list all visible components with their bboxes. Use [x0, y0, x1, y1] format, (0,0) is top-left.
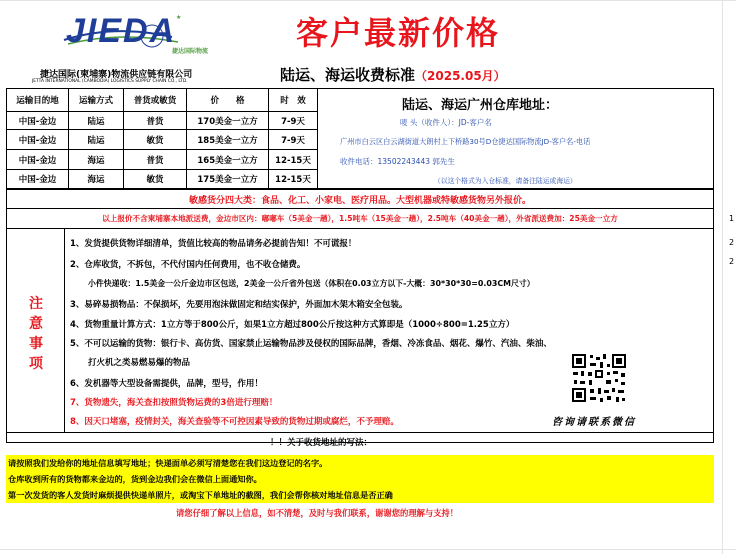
note-3: 3、易碎易损物品：不保损坏，先要用泡沫做固定和结实保护，外面加木架木箱安全包装。 — [70, 300, 408, 310]
warehouse-phone: 收件电话：13502243443 郭先生 — [340, 157, 455, 166]
sheet-gridline — [0, 549, 736, 550]
note-5: 5、不可以运输的货物：银行卡、高仿货、国家禁止运输物品涉及侵权的国际品牌，香烟、冷冻食品、烟花、爆竹、汽油、柴油、 — [70, 339, 552, 349]
cell-timing: 7-9天 — [268, 111, 318, 130]
subtitle-main: 陆运、海运收费标准 — [280, 66, 416, 84]
cell-method: 海运 — [68, 169, 124, 189]
note-2: 2、仓库收货，不拆包，不代付国内任何费用，也不收仓储费。 — [70, 260, 306, 270]
note-express: 小件快递收：1.5美金一公斤金边市区包送，2美金一公斤省外包送（体积在0.03立方以下-大概：30*30*30=0.03CM尺寸） — [88, 279, 535, 288]
warehouse-format-note: （以这个格式为入仓标准，请备注陆运或海运） — [434, 177, 577, 185]
svg-text:★: ★ — [176, 14, 182, 21]
closing-message: 请您仔细了解以上信息，如不清楚，及时与我们联系，谢谢您的理解与支持！ — [176, 508, 459, 518]
wechat-qr-code — [570, 352, 628, 404]
cell-goods-type: 普货 — [123, 149, 187, 170]
qr-code-icon — [570, 352, 628, 404]
company-logo — [32, 6, 235, 84]
cell-method: 陆运 — [68, 129, 124, 150]
instruction-line-3: 第一次发货的客人发货时麻烦提供快递单照片，或淘宝下单地址的截图，我们会帮你核对地址信息是否正确 — [8, 490, 393, 500]
margin-number: 2 — [729, 257, 735, 266]
page-title: 客户最新价格 — [296, 14, 501, 52]
note-5-cont: 打火机之类易燃易爆的物品 — [88, 358, 191, 368]
note-8: 8、因天口堵塞，疫情封关，海关查验等不可控因素导致的货物过期或腐烂，不予理赔。 — [70, 417, 399, 427]
th-destination: 运输目的地 — [6, 88, 69, 112]
logo-cn-small: 捷达国际物流 — [172, 48, 209, 55]
note-4: 4、货物重量计算方式：1立方等于800公斤，如果1立方超过800公斤按这种方式算即是（1000÷800=1.25立方） — [70, 320, 515, 330]
warehouse-address — [317, 88, 714, 189]
subtitle — [280, 64, 506, 85]
note-6: 6、发机器等大型设备需提供，品牌，型号，作用！ — [70, 379, 263, 389]
warehouse-receiver: 唛 头（收件人）：JD-客户名 — [400, 118, 492, 127]
th-method: 运输方式 — [68, 88, 124, 112]
cell-price: 170美金一立方 — [186, 111, 269, 130]
cell-goods-type: 敏货 — [123, 129, 187, 150]
cell-goods-type: 敏货 — [123, 169, 187, 189]
sensitive-goods-note: 敏感货分四大类：食品、化工、小家电、医疗用品。大型机器或特敏感货物另外报价。 — [6, 189, 714, 209]
cell-destination: 中国-金边 — [6, 129, 69, 150]
instruction-line-1: 请按照我们发给你的地址信息填写地址；快递面单必须写清楚您在我们这边登记的名字。 — [8, 458, 328, 468]
th-price: 价 格 — [186, 88, 269, 112]
cell-price: 165美金一立方 — [186, 149, 269, 170]
warehouse-title: 陆运、海运广州仓库地址： — [402, 98, 559, 113]
sheet-gridline — [722, 0, 723, 554]
cell-goods-type: 普货 — [123, 111, 187, 130]
cell-price: 185美金一立方 — [186, 129, 269, 150]
th-goods-type: 普货或敏货 — [123, 88, 187, 112]
cell-timing: 12-15天 — [268, 149, 318, 170]
cell-method: 海运 — [68, 149, 124, 170]
subtitle-date: （2025.05月） — [415, 69, 506, 83]
note-7: 7、货物遗失，海关查扣按照货物运费的3倍进行理赔！ — [70, 398, 278, 408]
th-timing: 时 效 — [268, 88, 318, 112]
company-name-cn: 捷达国际(柬埔寨)物流供应链有限公司 — [40, 70, 193, 80]
cell-timing: 12-15天 — [268, 169, 318, 189]
cell-method: 陆运 — [68, 111, 124, 130]
cell-timing: 7-9天 — [268, 129, 318, 150]
cell-destination: 中国-金边 — [6, 111, 69, 130]
warehouse-street: 广州市白云区白云湖街道大朗村上下桥路30号D仓捷达国际物流JD-客户名-电话 — [340, 137, 591, 146]
margin-number: 1 — [729, 214, 735, 223]
company-name-en: JETTA INTERNATIONAL (CAMBODIA) LOGISTICS SUPPLY CHAIN CO., LTD. — [32, 79, 188, 84]
cell-destination: 中国-金边 — [6, 169, 69, 189]
note-1: 1、发货提供货物详细清单，货值比较高的物品请务必提前告知！不可谎报！ — [70, 239, 357, 249]
logo-brand-text: JIEDA — [66, 12, 177, 50]
cell-price: 175美金一立方 — [186, 169, 269, 189]
notes-side-label: 注意事项 — [29, 296, 43, 372]
margin-number: 2 — [729, 238, 735, 247]
delivery-surcharge-note: 以上报价不含柬埔寨本地派送费，金边市区内：嘟嘟车（5美金一趟），1.5吨车（15美金一趟），2.5吨车（40美金一趟），外省派送费加：25美金一立方 — [6, 208, 714, 229]
cell-destination: 中国-金边 — [6, 149, 69, 170]
address-writing-header: ！！关于收货地址的写法： — [270, 438, 373, 448]
qr-caption: 咨询请联系微信 — [552, 417, 636, 428]
sheet-gridline — [0, 0, 736, 1]
instruction-line-2: 仓库收到所有的货物都来金边的，货到金边我们会在微信上面通知你。 — [8, 474, 262, 484]
